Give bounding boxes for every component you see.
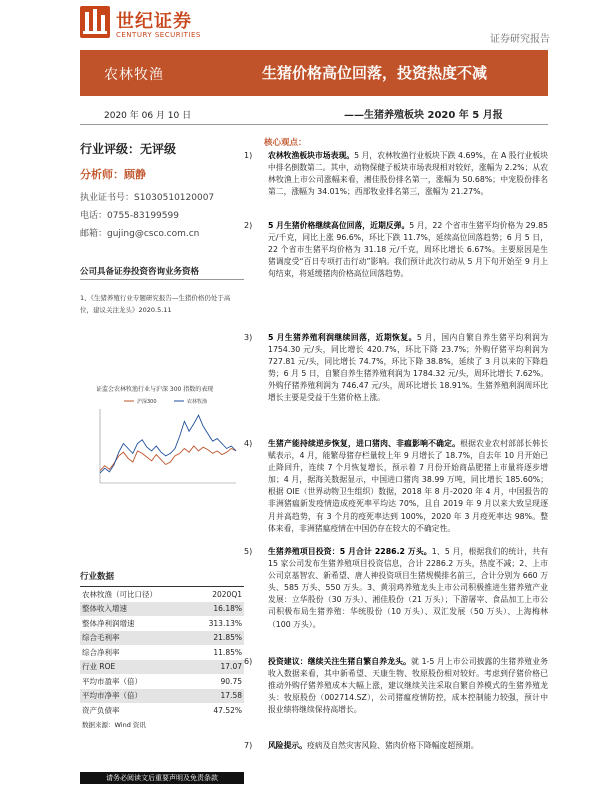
row-value: 47.52% [213, 705, 242, 715]
logo-mark-icon [80, 6, 110, 38]
brand-name-en: CENTURY SECURITIES [116, 31, 201, 39]
point-number: 7) [244, 741, 253, 750]
chart-svg [94, 395, 240, 491]
company-logo [80, 6, 228, 48]
industry-data-table [80, 568, 244, 731]
row-label: 平均市盈率（倍） [82, 676, 142, 686]
header-divider [80, 124, 548, 125]
point-lead: 5 月生猪养殖利润继续回落，近期恢复。 [268, 333, 417, 342]
series-line-1 [100, 415, 236, 473]
table-row [80, 602, 244, 617]
row-label: 整体净利润增速 [82, 618, 135, 628]
table-row [80, 660, 244, 675]
legend-label: 沪深300 [137, 399, 157, 405]
point-body: 1、5 月，根据我们的统计，共有 15 家公司发布生猪养殖项目投资信息，合计 2286.2 万头，热度不减；2、上市公司京基智农、新希望、唐人神投资项目生猪规模排名前三，合计分别为 660 万头、585 万头、550 万头。3、黄羽鸡养殖龙头上市公司积极推进生猪养殖产业发展：立华股份（30 万头）、湘佳股份（21 万头）；下游屠宰、食品加工上市公司积极布局生猪养殖：华统股份（10 万头）、双汇发展（50 万头）、上海梅林（100 万头）。 [268, 547, 548, 629]
brand-name: 世纪证券 [116, 11, 192, 32]
point-number: 1) [244, 151, 253, 160]
report-title: 生猪价格高位回落，投资热度不减 [262, 64, 488, 82]
core-views-title: 核心观点： [264, 138, 307, 148]
row-label: 平均市净率（倍） [82, 691, 142, 701]
point-lead: 生猪养殖项目投资：5 月合计 2286.2 万头。 [268, 547, 432, 556]
analyst-name: 分析师：顾静 [80, 168, 146, 181]
point-body: 5 月，国内自繁自养生猪平均利润为 1754.30 元/头，同比增长 420.7%，环比下降 23.7%；外购仔猪平均利润为 727.81 元/头，同比增长 74.7%，环比下降 38.8%，延续了 3 月以来的下降趋势；6 月 5 日，自繁自养生猪养殖利润为 1784.32 元/头，周环比增长 7.62%。外购仔猪养殖利润为 746.47 元/头，周环比增长 18.91%。生猪养殖利润周环比增长主要是受益于生猪价格上涨。 [268, 333, 549, 403]
qualification-note: 公司具备证券投资咨询业务资格 [80, 267, 200, 277]
point-number: 6) [244, 657, 253, 666]
point-body: 5 月，农林牧渔行业板块下跌 4.69%，在 A 股行业板块中排名倒数第二。其中，动物保健子板块市场表现相对较好，涨幅为 2.2%；从农林牧渔上市公司涨幅来看，湘佳股份排名第一，涨幅为 50.68%；中宠股份排名第二，涨幅为 34.01%；西部牧业排名第三，涨幅为 21.27%。 [268, 151, 548, 197]
sector-label: 农林牧渔 [104, 67, 164, 83]
point-body: 5 月，22 个省市生猪平均价格为 29.85 元/千克，同比上涨 96.6%，环比下跌 11.7%，延续高位回落趋势；6 月 5 日，22 个省市生猪平均价格为 31.18 元/千克，周环比增长 6.67%。主要原因是生猪调度受“百日专项打击行动”影响。我们预计此次行动从 5 月下旬开始至 9 月上旬结束，将延缓猪肉价格高位回落趋势。 [268, 221, 549, 279]
data-table-title: 行业数据 [80, 568, 244, 587]
table-row [80, 616, 244, 631]
point-lead: 生猪产能持续逆步恢复，进口猪肉、非瘟影响不确定。 [268, 439, 461, 448]
point-lead: 5 月生猪价格继续高位回落，近期反弹。 [268, 221, 410, 230]
point-number: 3) [244, 333, 253, 342]
point-number: 2) [244, 221, 253, 230]
chart-title: 证监会农林牧渔行业与沪深 300 指数的表现 [96, 386, 214, 393]
data-source: 数据来源：Wind 资讯 [82, 720, 146, 729]
row-value: 2020Q1 [212, 589, 242, 599]
row-value: 16.18% [213, 604, 242, 614]
point-lead: 风险提示。 [268, 741, 307, 750]
email-address: 邮箱：gujing@csco.com.cn [80, 229, 200, 239]
row-value: 17.58 [220, 691, 242, 701]
point-lead: 投资建议：继续关注生猪自繁自养龙头。 [268, 657, 411, 666]
row-value: 21.85% [213, 633, 242, 643]
row-label: 农林牧渔（可比口径） [82, 589, 157, 599]
point-lead: 农林牧渔板块市场表现。 [268, 151, 355, 160]
table-row [80, 631, 244, 646]
disclaimer-footer: 请务必阅读文后重要声明及免责条款 [80, 772, 244, 784]
row-label: 行业 ROE [82, 662, 116, 672]
performance-chart [94, 395, 240, 491]
table-row [80, 587, 244, 602]
row-value: 11.85% [213, 647, 242, 657]
row-label: 整体收入增速 [82, 604, 127, 614]
phone-number: 电话：0755-83199599 [80, 211, 179, 221]
legend-label: 农林牧渔 [187, 399, 208, 405]
table-row [80, 689, 244, 704]
report-subtitle: ——生猪养殖板块 2020 年 5 月报 [344, 110, 503, 121]
row-label: 资产负债率 [82, 705, 120, 715]
qualification-divider [80, 279, 244, 280]
row-label: 综合毛利率 [82, 633, 120, 643]
table-row [80, 645, 244, 660]
industry-rating: 行业评级：无评级 [80, 142, 177, 156]
row-value: 90.75 [220, 676, 242, 686]
row-label: 综合净利率 [82, 647, 120, 657]
row-value: 17.07 [220, 662, 242, 672]
table-row [80, 674, 244, 689]
related-report: 1、《生猪养殖行业专题研究报告—生猪价格仍处于高位，建议关注龙头》2020.5.11 [80, 294, 231, 314]
point-number: 5) [244, 547, 253, 556]
report-type: 证券研究报告 [490, 34, 550, 45]
point-body: 根据农业农村部部长韩长赋表示，4 月，能繁母猪存栏量较上年 9 月增长了 18.7%，自去年 10 月开始已止降回升，连续 7 个月恢复增长，预示着 7 月份开始商品肥猪上市量将逐步增加；4 月，据海关数据显示，中国进口猪肉 38.99 万吨，同比增长 185.60%；根据 OIE（世界动物卫生组织）数据，2018 年 8 月-2020 年 4 月，中国报告的非洲猪瘟新发疫情造成疫死率平均达 70%，且自 2019 年 9 月以来大致呈现逐月并高趋势，有 3 个月的疫死率达到 100%，2020 年 3 月疫死率达 98%。整体来看，非洲猪瘟疫情在中国仍存在较大的不确定性。 [268, 439, 548, 533]
point-number: 4) [244, 439, 253, 448]
point-body: 疫病及自然灾害风险、猪肉价格下降幅度超预期。 [306, 741, 479, 750]
report-date: 2020 年 06 月 10 日 [104, 111, 192, 121]
point-body: 就 1-5 月上市公司披露的生猪养殖业务收入数据来看，其中新希望、天康生物、牧原股份相对较好。考虑到仔猪价格已推动外购仔猪养殖成本大幅上涨，建议继续关注采取自繁自养模式的生猪养殖龙头：牧原股份（002714.SZ），公司猪瘟疫情防控，成本控制能力较强，预计中报业绩将继续保持高增长。 [268, 657, 548, 715]
license-number: 执业证书号：S1030510120007 [80, 193, 215, 203]
row-value: 313.13% [208, 618, 242, 628]
table-row [80, 703, 244, 718]
